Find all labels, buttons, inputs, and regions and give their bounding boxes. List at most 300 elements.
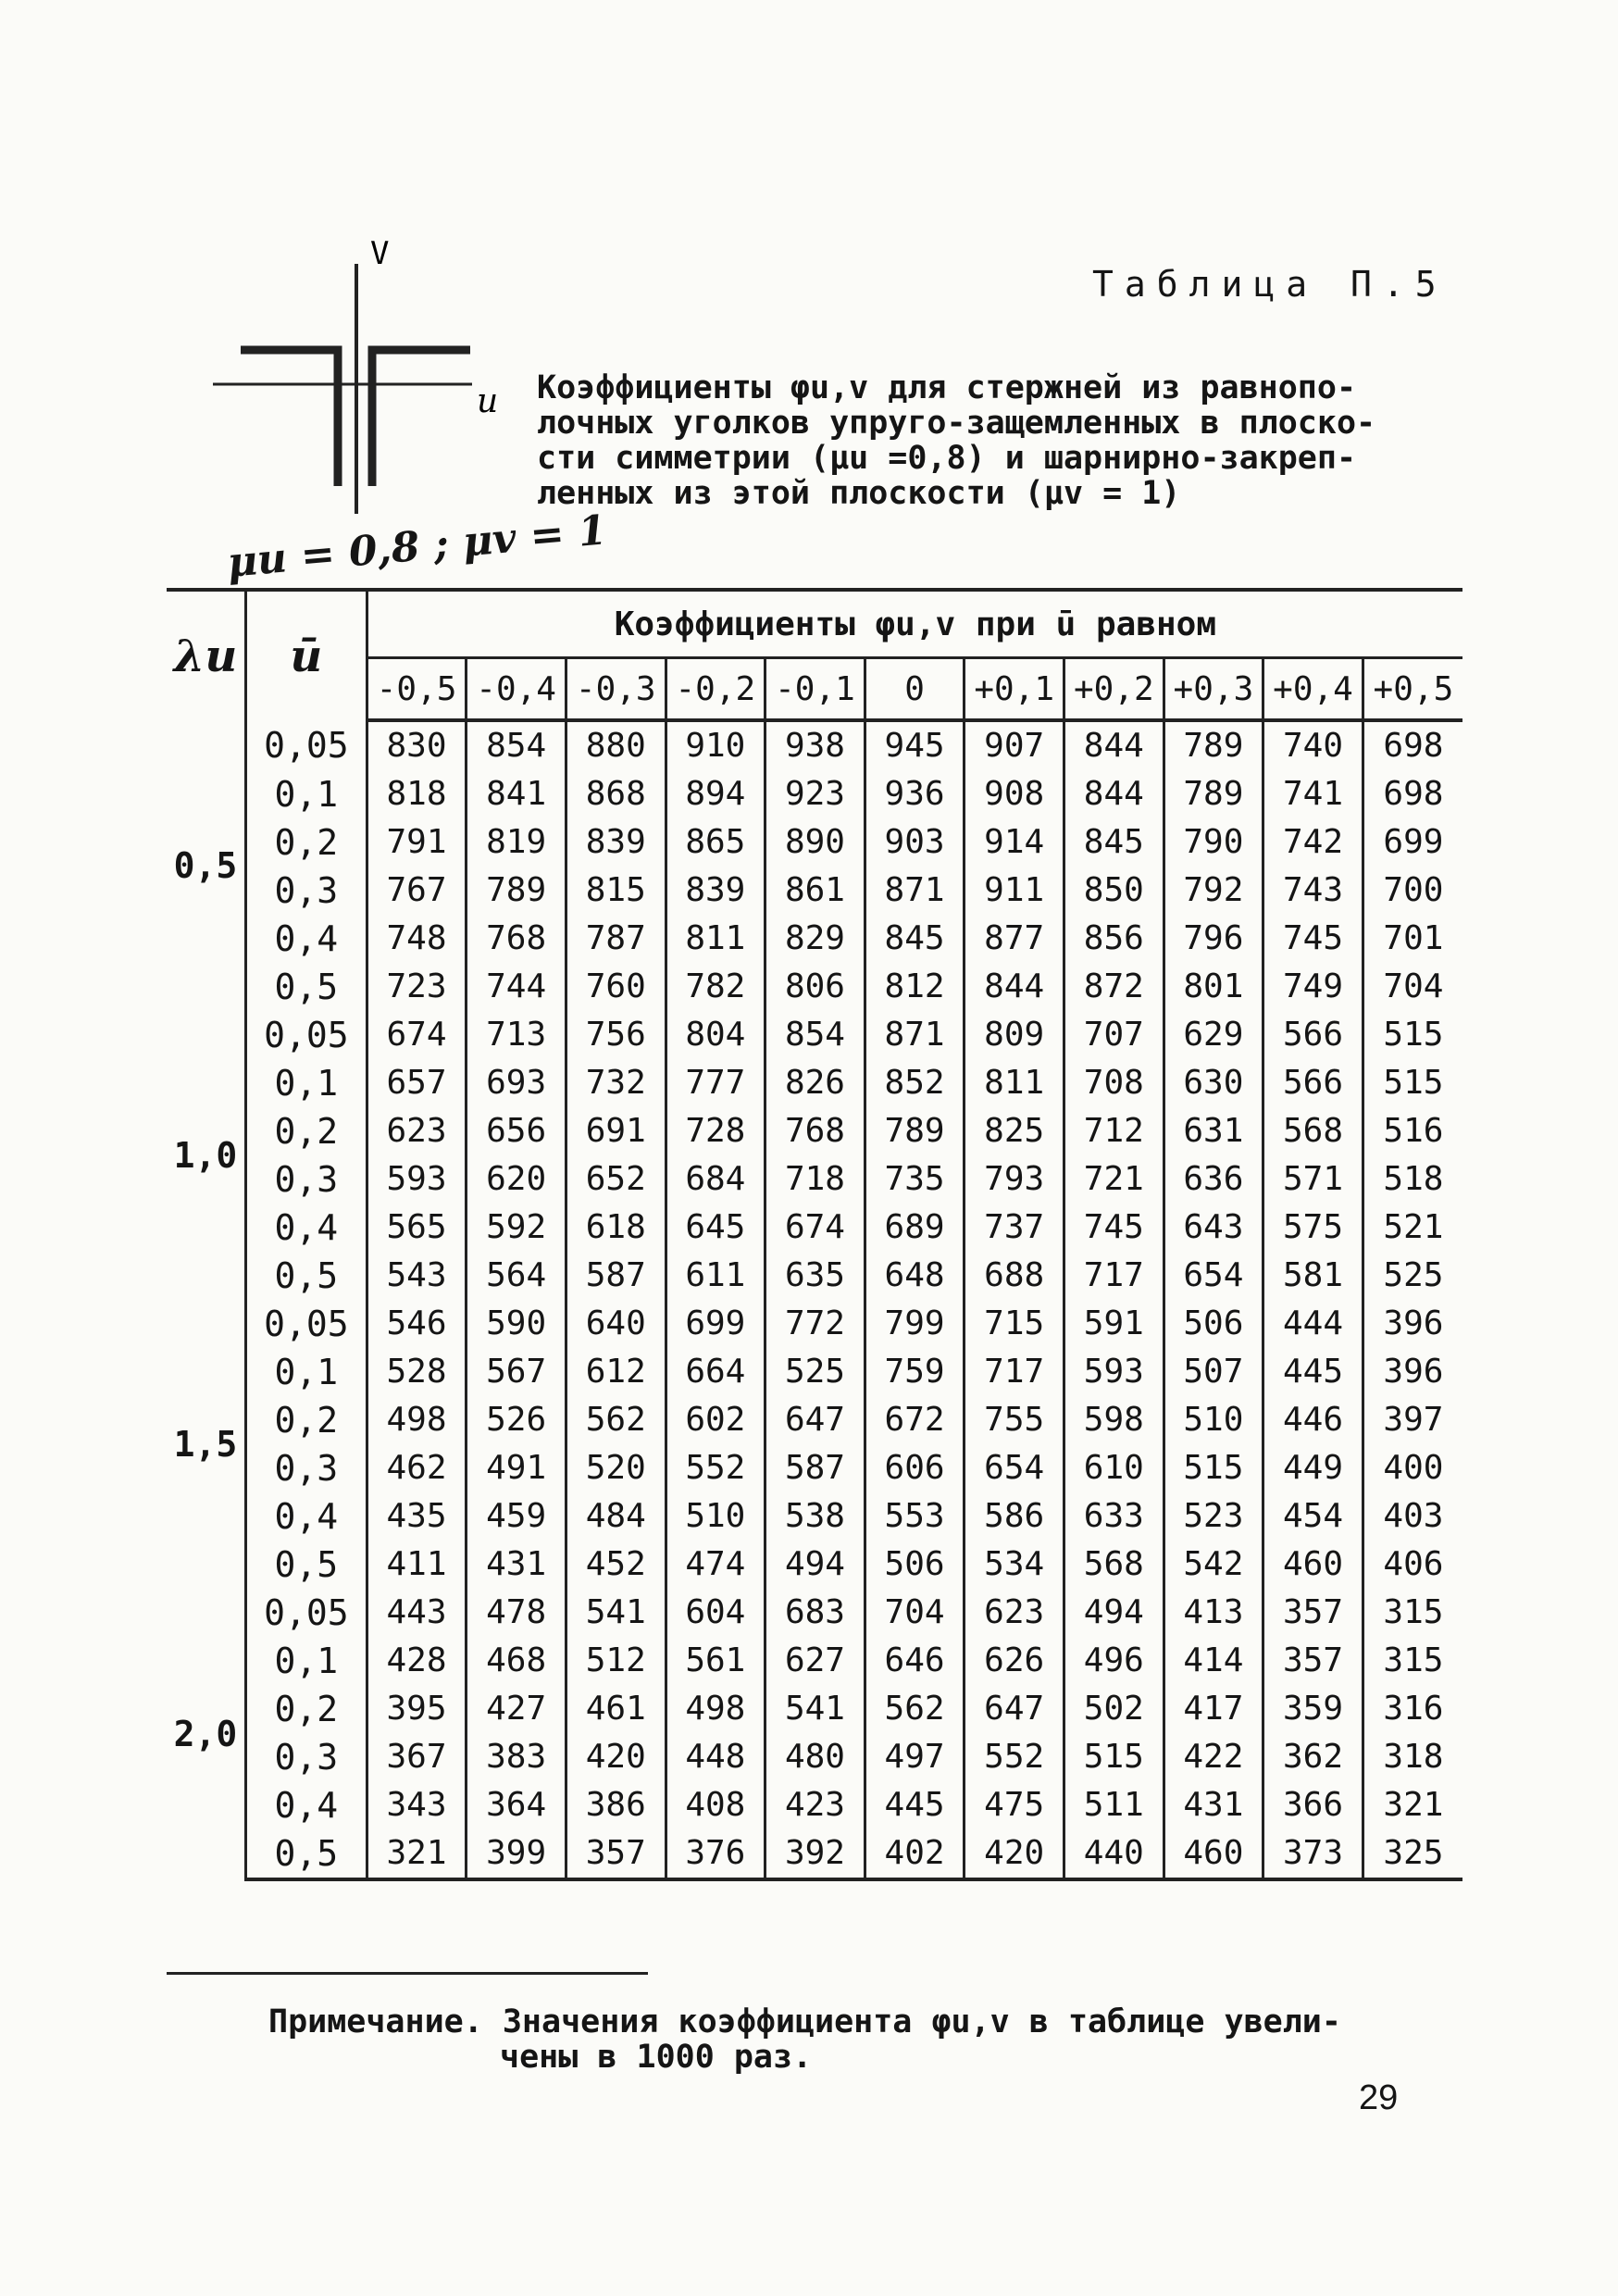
coefficient-cell: 845 xyxy=(865,915,965,963)
caption-line: ленных из этой плоскости (μv = 1) xyxy=(537,475,1181,512)
coefficient-cell: 699 xyxy=(666,1300,765,1348)
coefficient-cell: 759 xyxy=(865,1348,965,1396)
coefficient-cell: 516 xyxy=(1383,1112,1444,1150)
v-value-header: +0,4 xyxy=(1263,658,1363,721)
coefficient-cell: 446 xyxy=(1263,1396,1363,1444)
ubar-cell: 0,5 xyxy=(245,963,367,1011)
table-row xyxy=(167,1733,1462,1781)
coefficient-cell: 647 xyxy=(965,1685,1064,1733)
coefficient-cell: 620 xyxy=(467,1155,566,1204)
coefficient-cell: 494 xyxy=(1064,1589,1164,1637)
coefficient-cell: 791 xyxy=(367,818,467,867)
coefficient-cell: 630 xyxy=(1164,1059,1263,1107)
coefficient-cell: 767 xyxy=(367,867,467,915)
lambda-cell: 1,0 xyxy=(167,1011,245,1300)
caption-line: сти симметрии (μu =0,8) и шарнирно-закреп- xyxy=(537,440,1357,477)
coefficient-cell: 423 xyxy=(765,1781,865,1829)
coefficient-cell: 894 xyxy=(666,770,765,818)
coefficient-cell: 591 xyxy=(1064,1300,1164,1348)
coefficient-cell: 593 xyxy=(367,1155,467,1204)
coefficient-cell: 755 xyxy=(965,1396,1064,1444)
lambda-cell: 1,5 xyxy=(167,1300,245,1589)
ubar-cell: 0,4 xyxy=(245,1204,367,1252)
ubar-cell: 0,3 xyxy=(245,1444,367,1492)
coefficient-cell: 567 xyxy=(467,1348,566,1396)
coefficient-cell: 825 xyxy=(965,1107,1064,1155)
coefficient-cell: 748 xyxy=(367,915,467,963)
coefficient-table xyxy=(167,588,1462,1881)
table-row xyxy=(167,720,1462,770)
coefficient-cell: 402 xyxy=(865,1829,965,1879)
footnote-line-1: Примечание. Значения коэффициента φu,v в таблице увели- xyxy=(268,2003,1341,2040)
footnote-rule xyxy=(167,1972,648,1975)
coefficient-cell: 793 xyxy=(965,1155,1064,1204)
coefficient-cell: 507 xyxy=(1164,1348,1263,1396)
coefficient-cell: 541 xyxy=(765,1685,865,1733)
coefficient-cell: 376 xyxy=(666,1829,765,1879)
coefficient-cell: 502 xyxy=(1064,1685,1164,1733)
coefficient-cell: 790 xyxy=(1164,818,1263,867)
coefficient-cell: 890 xyxy=(765,818,865,867)
coefficient-cell: 523 xyxy=(1164,1492,1263,1541)
coefficient-cell: 565 xyxy=(367,1204,467,1252)
table-row xyxy=(167,1685,1462,1733)
coefficient-cell: 459 xyxy=(467,1492,566,1541)
left-angle xyxy=(241,350,338,486)
v-value-header: -0,3 xyxy=(566,658,666,721)
coefficient-cell: 789 xyxy=(1164,720,1263,770)
ubar-cell: 0,1 xyxy=(245,1637,367,1685)
ubar-cell: 0,05 xyxy=(245,720,367,770)
coefficient-cell: 674 xyxy=(765,1204,865,1252)
coefficient-cell: 443 xyxy=(367,1589,467,1637)
coefficient-cell: 541 xyxy=(566,1589,666,1637)
coefficient-cell: 315 xyxy=(1383,1641,1444,1679)
coefficient-cell: 397 xyxy=(1383,1401,1444,1439)
coefficient-cell: 562 xyxy=(566,1396,666,1444)
coefficient-cell: 575 xyxy=(1263,1204,1363,1252)
coefficient-cell: 717 xyxy=(965,1348,1064,1396)
coefficient-cell: 699 xyxy=(1383,823,1444,861)
coefficient-cell: 811 xyxy=(965,1059,1064,1107)
v-value-header: +0,3 xyxy=(1164,658,1263,721)
lambda-header: λu xyxy=(167,590,245,720)
coefficient-cell: 566 xyxy=(1263,1059,1363,1107)
coefficient-cell: 721 xyxy=(1064,1155,1164,1204)
table-row xyxy=(167,1637,1462,1685)
coefficient-cell: 413 xyxy=(1164,1589,1263,1637)
coefficient-cell: 598 xyxy=(1064,1396,1164,1444)
coefficient-cell: 907 xyxy=(965,720,1064,770)
coefficient-cell: 411 xyxy=(367,1541,467,1589)
coefficient-cell: 445 xyxy=(1263,1348,1363,1396)
coefficient-cell: 871 xyxy=(865,867,965,915)
coefficient-cell: 506 xyxy=(1164,1300,1263,1348)
coefficient-cell: 908 xyxy=(965,770,1064,818)
coefficient-cell: 844 xyxy=(1064,720,1164,770)
ubar-cell: 0,2 xyxy=(245,818,367,867)
coefficient-cell: 945 xyxy=(865,720,965,770)
coefficient-cell: 760 xyxy=(566,963,666,1011)
ubar-cell: 0,3 xyxy=(245,1733,367,1781)
coefficient-cell: 449 xyxy=(1263,1444,1363,1492)
coefficient-cell: 460 xyxy=(1263,1541,1363,1589)
coefficient-cell: 627 xyxy=(765,1637,865,1685)
table-row xyxy=(167,1059,1462,1107)
coefficient-cell: 698 xyxy=(1383,727,1444,765)
coefficient-cell: 406 xyxy=(1383,1545,1444,1583)
coefficient-cell: 606 xyxy=(865,1444,965,1492)
coefficient-cell: 830 xyxy=(367,720,467,770)
coefficient-cell: 704 xyxy=(865,1589,965,1637)
coefficient-cell: 510 xyxy=(666,1492,765,1541)
coefficient-cell: 732 xyxy=(566,1059,666,1107)
coefficient-cell: 386 xyxy=(566,1781,666,1829)
coefficient-cell: 741 xyxy=(1263,770,1363,818)
table-row xyxy=(167,1107,1462,1155)
footnote xyxy=(268,2004,1425,2075)
coefficient-cell: 316 xyxy=(1383,1690,1444,1728)
coefficient-cell: 618 xyxy=(566,1204,666,1252)
coefficient-cell: 806 xyxy=(765,963,865,1011)
caption-line: лочных уголков упруго-защемленных в плоско- xyxy=(537,405,1376,442)
table-row xyxy=(167,1541,1462,1589)
coefficient-cell: 444 xyxy=(1263,1300,1363,1348)
ubar-cell: 0,1 xyxy=(245,770,367,818)
coefficient-cell: 561 xyxy=(666,1637,765,1685)
coefficient-cell: 568 xyxy=(1064,1541,1164,1589)
coefficient-cell: 357 xyxy=(566,1829,666,1879)
coefficient-cell: 631 xyxy=(1164,1107,1263,1155)
ubar-cell: 0,3 xyxy=(245,867,367,915)
coefficient-cell: 552 xyxy=(666,1444,765,1492)
table-row xyxy=(167,1252,1462,1300)
coefficient-cell: 542 xyxy=(1164,1541,1263,1589)
coefficient-cell: 844 xyxy=(965,963,1064,1011)
coefficient-cell: 789 xyxy=(467,867,566,915)
coefficient-cell: 396 xyxy=(1383,1353,1444,1391)
coefficient-cell: 321 xyxy=(367,1829,467,1879)
coefficient-cell: 491 xyxy=(467,1444,566,1492)
coefficient-cell: 428 xyxy=(367,1637,467,1685)
ubar-cell: 0,5 xyxy=(245,1541,367,1589)
coefficient-cell: 359 xyxy=(1263,1685,1363,1733)
coefficient-cell: 403 xyxy=(1383,1497,1444,1535)
ubar-cell: 0,1 xyxy=(245,1059,367,1107)
u-axis-label: u xyxy=(477,382,499,420)
coefficient-cell: 841 xyxy=(467,770,566,818)
coefficient-cell: 844 xyxy=(1064,770,1164,818)
coefficient-cell: 923 xyxy=(765,770,865,818)
coefficient-cell: 420 xyxy=(965,1829,1064,1879)
ubar-cell: 0,4 xyxy=(245,1781,367,1829)
coefficient-cell: 936 xyxy=(865,770,965,818)
coefficient-cell: 698 xyxy=(1383,775,1444,813)
coefficient-cell: 448 xyxy=(666,1733,765,1781)
v-value-header: +0,2 xyxy=(1064,658,1164,721)
ubar-cell: 0,2 xyxy=(245,1396,367,1444)
coefficient-cell: 850 xyxy=(1064,867,1164,915)
coefficient-cell: 321 xyxy=(1383,1786,1444,1824)
coefficient-cell: 854 xyxy=(765,1011,865,1059)
ubar-cell: 0,2 xyxy=(245,1685,367,1733)
coefficient-cell: 704 xyxy=(1383,967,1444,1005)
group-header-end: равном xyxy=(1095,605,1217,643)
coefficient-cell: 839 xyxy=(566,818,666,867)
coefficient-cell: 684 xyxy=(666,1155,765,1204)
coefficient-cell: 768 xyxy=(467,915,566,963)
coefficient-cell: 861 xyxy=(765,867,865,915)
coefficient-cell: 623 xyxy=(367,1107,467,1155)
ubar-cell: 0,3 xyxy=(245,1155,367,1204)
coefficient-cell: 373 xyxy=(1263,1829,1363,1879)
coefficient-cell: 737 xyxy=(965,1204,1064,1252)
coefficient-cell: 528 xyxy=(367,1348,467,1396)
table-row xyxy=(167,1155,1462,1204)
coefficient-cell: 903 xyxy=(865,818,965,867)
coefficient-cell: 789 xyxy=(865,1107,965,1155)
coefficient-cell: 718 xyxy=(765,1155,865,1204)
coefficient-cell: 435 xyxy=(367,1492,467,1541)
coefficient-cell: 815 xyxy=(566,867,666,915)
coefficient-cell: 593 xyxy=(1064,1348,1164,1396)
coefficient-cell: 506 xyxy=(865,1541,965,1589)
coefficient-cell: 772 xyxy=(765,1300,865,1348)
table-row xyxy=(167,1492,1462,1541)
v-value-header: -0,4 xyxy=(467,658,566,721)
coefficient-cell: 743 xyxy=(1263,867,1363,915)
coefficient-cell: 538 xyxy=(765,1492,865,1541)
ubar-cell: 0,05 xyxy=(245,1589,367,1637)
coefficient-cell: 868 xyxy=(566,770,666,818)
coefficient-cell: 553 xyxy=(865,1492,965,1541)
lambda-cell: 0,5 xyxy=(167,720,245,1011)
coefficient-cell: 811 xyxy=(666,915,765,963)
coefficient-cell: 420 xyxy=(566,1733,666,1781)
coefficient-cell: 474 xyxy=(666,1541,765,1589)
table-row xyxy=(167,1011,1462,1059)
coefficient-cell: 431 xyxy=(467,1541,566,1589)
coefficient-cell: 792 xyxy=(1164,867,1263,915)
coefficient-cell: 640 xyxy=(566,1300,666,1348)
table-body xyxy=(167,720,1462,1879)
v-value-header: +0,1 xyxy=(965,658,1064,721)
coefficient-cell: 626 xyxy=(965,1637,1064,1685)
coefficient-cell: 592 xyxy=(467,1204,566,1252)
coefficient-cell: 454 xyxy=(1263,1492,1363,1541)
coefficient-cell: 518 xyxy=(1383,1160,1444,1198)
coefficient-cell: 645 xyxy=(666,1204,765,1252)
coefficient-cell: 635 xyxy=(765,1252,865,1300)
table-row xyxy=(167,1444,1462,1492)
table-row xyxy=(167,1204,1462,1252)
coefficient-cell: 914 xyxy=(965,818,1064,867)
coefficient-cell: 664 xyxy=(666,1348,765,1396)
coefficient-cell: 427 xyxy=(467,1685,566,1733)
coefficient-cell: 357 xyxy=(1263,1589,1363,1637)
coefficient-cell: 515 xyxy=(1164,1444,1263,1492)
coefficient-cell: 647 xyxy=(765,1396,865,1444)
coefficient-cell: 440 xyxy=(1064,1829,1164,1879)
coefficient-cell: 643 xyxy=(1164,1204,1263,1252)
coefficient-cell: 796 xyxy=(1164,915,1263,963)
coefficient-cell: 392 xyxy=(765,1829,865,1879)
coefficient-cell: 400 xyxy=(1383,1449,1444,1487)
coefficient-cell: 744 xyxy=(467,963,566,1011)
coefficient-cell: 787 xyxy=(566,915,666,963)
coefficient-cell: 515 xyxy=(1064,1733,1164,1781)
coefficient-cell: 367 xyxy=(367,1733,467,1781)
coefficient-cell: 562 xyxy=(865,1685,965,1733)
coefficient-cell: 525 xyxy=(765,1348,865,1396)
coefficient-cell: 654 xyxy=(1164,1252,1263,1300)
caption-line: Коэффициенты φu,v для стержней из равнопо- xyxy=(537,369,1357,406)
ubar-cell: 0,4 xyxy=(245,1492,367,1541)
coefficient-cell: 745 xyxy=(1064,1204,1164,1252)
coefficient-cell: 756 xyxy=(566,1011,666,1059)
coefficient-cell: 854 xyxy=(467,720,566,770)
coefficient-cell: 383 xyxy=(467,1733,566,1781)
coefficient-cell: 740 xyxy=(1263,720,1363,770)
coefficient-cell: 812 xyxy=(865,963,965,1011)
table-row xyxy=(167,867,1462,915)
coefficient-group-header xyxy=(367,590,1462,658)
coefficient-cell: 408 xyxy=(666,1781,765,1829)
coefficient-cell: 494 xyxy=(765,1541,865,1589)
coefficient-cell: 462 xyxy=(367,1444,467,1492)
coefficient-cell: 648 xyxy=(865,1252,965,1300)
handwritten-note: μu = 0,8 ; μv = 1 xyxy=(225,506,609,587)
coefficient-cell: 777 xyxy=(666,1059,765,1107)
coefficient-cell: 468 xyxy=(467,1637,566,1685)
coefficient-cell: 829 xyxy=(765,915,865,963)
coefficient-cell: 357 xyxy=(1263,1637,1363,1685)
v-value-header: -0,5 xyxy=(367,658,467,721)
coefficient-cell: 839 xyxy=(666,867,765,915)
table-row xyxy=(167,1781,1462,1829)
coefficient-cell: 872 xyxy=(1064,963,1164,1011)
footnote-line-2: чены в 1000 раз. xyxy=(500,2039,813,2076)
coefficient-cell: 604 xyxy=(666,1589,765,1637)
v-value-header: -0,1 xyxy=(765,658,865,721)
coefficient-cell: 852 xyxy=(865,1059,965,1107)
coefficient-cell: 461 xyxy=(566,1685,666,1733)
coefficient-cell: 782 xyxy=(666,963,765,1011)
coefficient-cell: 654 xyxy=(965,1444,1064,1492)
coefficient-cell: 611 xyxy=(666,1252,765,1300)
coefficient-cell: 742 xyxy=(1263,818,1363,867)
group-header-mid: при xyxy=(975,605,1036,643)
coefficient-cell: 749 xyxy=(1263,963,1363,1011)
coefficient-cell: 564 xyxy=(467,1252,566,1300)
coefficient-cell: 525 xyxy=(1383,1256,1444,1294)
table-row xyxy=(167,963,1462,1011)
coefficient-cell: 568 xyxy=(1263,1107,1363,1155)
ubar-header: ū xyxy=(245,590,367,720)
coefficient-cell: 571 xyxy=(1263,1155,1363,1204)
coefficient-cell: 431 xyxy=(1164,1781,1263,1829)
coefficient-cell: 587 xyxy=(765,1444,865,1492)
lambda-cell: 2,0 xyxy=(167,1589,245,1879)
table-row xyxy=(167,915,1462,963)
coefficient-cell: 414 xyxy=(1164,1637,1263,1685)
right-angle xyxy=(372,350,470,486)
group-header-ubar: ū xyxy=(1055,605,1077,643)
coefficient-cell: 498 xyxy=(367,1396,467,1444)
coefficient-cell: 612 xyxy=(566,1348,666,1396)
coefficient-cell: 768 xyxy=(765,1107,865,1155)
coefficient-cell: 911 xyxy=(965,867,1064,915)
coefficient-cell: 672 xyxy=(865,1396,965,1444)
coefficient-cell: 366 xyxy=(1263,1781,1363,1829)
coefficient-cell: 693 xyxy=(467,1059,566,1107)
group-header-symbol: φu,v xyxy=(875,605,956,643)
coefficient-cell: 819 xyxy=(467,818,566,867)
coefficient-cell: 845 xyxy=(1064,818,1164,867)
v-axis-label: V xyxy=(370,236,390,272)
coefficient-cell: 520 xyxy=(566,1444,666,1492)
table-title: Таблица П.5 xyxy=(1092,264,1448,305)
coefficient-cell: 445 xyxy=(865,1781,965,1829)
table-row xyxy=(167,1589,1462,1637)
coefficient-cell: 623 xyxy=(965,1589,1064,1637)
coefficient-cell: 728 xyxy=(666,1107,765,1155)
coefficient-cell: 646 xyxy=(865,1637,965,1685)
coefficient-cell: 865 xyxy=(666,818,765,867)
coefficient-cell: 708 xyxy=(1064,1059,1164,1107)
coefficient-cell: 534 xyxy=(965,1541,1064,1589)
coefficient-cell: 512 xyxy=(566,1637,666,1685)
coefficient-cell: 343 xyxy=(367,1781,467,1829)
coefficient-cell: 877 xyxy=(965,915,1064,963)
coefficient-cell: 799 xyxy=(865,1300,965,1348)
coefficient-cell: 723 xyxy=(367,963,467,1011)
coefficient-cell: 652 xyxy=(566,1155,666,1204)
coefficient-cell: 700 xyxy=(1383,871,1444,909)
ubar-cell: 0,5 xyxy=(245,1829,367,1879)
coefficient-cell: 543 xyxy=(367,1252,467,1300)
table-row xyxy=(167,818,1462,867)
coefficient-cell: 707 xyxy=(1064,1011,1164,1059)
ubar-cell: 0,05 xyxy=(245,1011,367,1059)
coefficient-cell: 480 xyxy=(765,1733,865,1781)
coefficient-cell: 701 xyxy=(1383,919,1444,957)
coefficient-cell: 717 xyxy=(1064,1252,1164,1300)
table-row xyxy=(167,1300,1462,1348)
coefficient-cell: 497 xyxy=(865,1733,965,1781)
coefficient-cell: 713 xyxy=(467,1011,566,1059)
coefficient-cell: 871 xyxy=(865,1011,965,1059)
coefficient-cell: 629 xyxy=(1164,1011,1263,1059)
coefficient-cell: 511 xyxy=(1064,1781,1164,1829)
coefficient-cell: 610 xyxy=(1064,1444,1164,1492)
table-row xyxy=(167,1396,1462,1444)
coefficient-cell: 745 xyxy=(1263,915,1363,963)
v-value-header: +0,5 xyxy=(1363,658,1462,721)
v-value-header: 0 xyxy=(865,658,965,721)
coefficient-cell: 856 xyxy=(1064,915,1164,963)
coefficient-cell: 417 xyxy=(1164,1685,1263,1733)
coefficient-cell: 452 xyxy=(566,1541,666,1589)
coefficient-cell: 362 xyxy=(1263,1733,1363,1781)
coefficient-cell: 546 xyxy=(367,1300,467,1348)
coefficient-cell: 818 xyxy=(367,770,467,818)
coefficient-cell: 325 xyxy=(1363,1829,1462,1879)
coefficient-cell: 809 xyxy=(965,1011,1064,1059)
coefficient-cell: 715 xyxy=(965,1300,1064,1348)
coefficient-cell: 521 xyxy=(1383,1208,1444,1246)
coefficient-cell: 515 xyxy=(1383,1064,1444,1102)
